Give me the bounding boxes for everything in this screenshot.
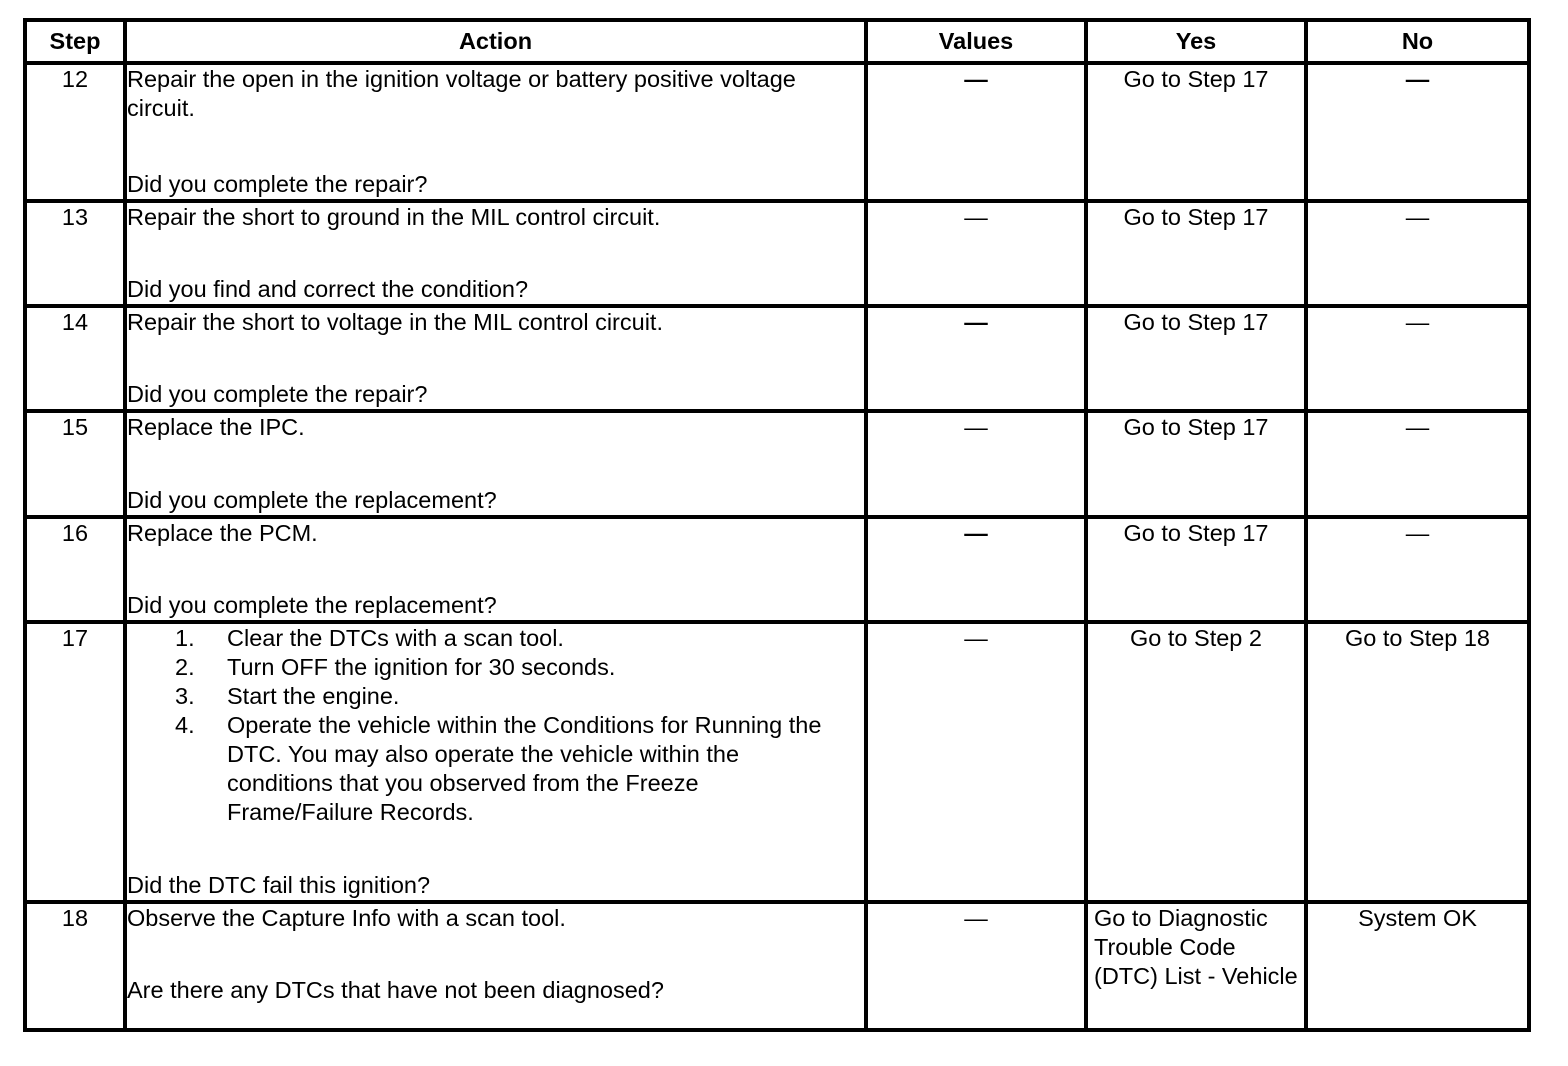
substep-text: Operate the vehicle within the Conditions for Running the DTC. You may also operate the vehicle within the conditions that you observed from the Freeze Frame/Failure Records. [227,712,822,825]
action-cell [125,902,866,1030]
substep-number: 4. [175,712,195,738]
yes-cell: Go to Diagnostic Trouble Code (DTC) List - Vehicle [1086,902,1306,1030]
yes-cell: Go to Step 2 [1086,622,1306,902]
values-cell [866,622,1086,902]
list-item [175,653,864,682]
substep-text: Start the engine. [227,683,400,709]
values-cell [866,411,1086,517]
header-values: Values [866,20,1086,63]
action-cell [125,201,866,306]
action-instruction: Replace the PCM. [127,520,318,546]
yes-cell: Go to Step 17 [1086,63,1306,201]
substep-text: Turn OFF the ignition for 30 seconds. [227,654,616,680]
table-row [25,63,1529,201]
action-question: Did you complete the repair? [127,171,428,197]
header-yes: Yes [1086,20,1306,63]
action-instruction: Repair the open in the ignition voltage or battery positive voltage circuit. [127,66,796,121]
values-dash: — [964,520,988,546]
no-cell: — [1306,517,1529,622]
substep-list [127,624,864,827]
no-cell: — [1306,201,1529,306]
no-cell: — [1306,306,1529,411]
step-number: 17 [25,622,125,902]
header-no: No [1306,20,1529,63]
no-cell: System OK [1306,902,1529,1030]
substep-number: 2. [175,654,195,680]
action-question: Did you complete the replacement? [127,487,497,513]
table-row [25,517,1529,622]
action-question: Are there any DTCs that have not been diagnosed? [127,977,664,1003]
step-number: 18 [25,902,125,1030]
no-cell: Go to Step 18 [1306,622,1529,902]
yes-cell: Go to Step 17 [1086,411,1306,517]
step-number: 12 [25,63,125,201]
substep-text: Clear the DTCs with a scan tool. [227,625,564,651]
table-row [25,902,1529,1030]
action-question: Did the DTC fail this ignition? [127,872,431,898]
step-number: 16 [25,517,125,622]
substep-number: 3. [175,683,195,709]
header-action: Action [125,20,866,63]
action-instruction: Repair the short to ground in the MIL control circuit. [127,204,661,230]
action-instruction: Repair the short to voltage in the MIL control circuit. [127,309,663,335]
action-cell [125,63,866,201]
yes-cell: Go to Step 17 [1086,201,1306,306]
no-dash: — [1405,66,1430,92]
list-item [175,711,864,827]
step-number: 14 [25,306,125,411]
values-cell [866,517,1086,622]
table-row [25,306,1529,411]
action-question: Did you complete the replacement? [127,592,497,618]
step-number: 15 [25,411,125,517]
action-cell [125,622,866,902]
table-row [25,411,1529,517]
no-cell [1306,63,1529,201]
list-item [175,624,864,653]
values-dash: — [964,204,988,230]
table-row [25,622,1529,902]
list-item [175,682,864,711]
values-cell [866,902,1086,1030]
yes-cell: Go to Step 17 [1086,517,1306,622]
action-cell [125,517,866,622]
action-cell [125,411,866,517]
header-row [25,20,1529,63]
values-dash: — [964,66,988,92]
values-dash: — [964,905,988,931]
action-instruction: Replace the IPC. [127,414,305,440]
action-question: Did you complete the repair? [127,381,428,407]
values-cell [866,63,1086,201]
values-dash: — [964,625,988,651]
action-question: Did you find and correct the condition? [127,276,529,302]
table-row [25,201,1529,306]
action-cell [125,306,866,411]
values-dash: — [964,414,988,440]
action-instruction: Observe the Capture Info with a scan tool. [127,905,566,931]
values-dash: — [964,309,988,335]
values-cell [866,306,1086,411]
yes-cell: Go to Step 17 [1086,306,1306,411]
no-cell: — [1306,411,1529,517]
substep-number: 1. [175,625,195,651]
header-step: Step [25,20,125,63]
step-number: 13 [25,201,125,306]
values-cell [866,201,1086,306]
diagnostic-table [23,18,1531,1032]
